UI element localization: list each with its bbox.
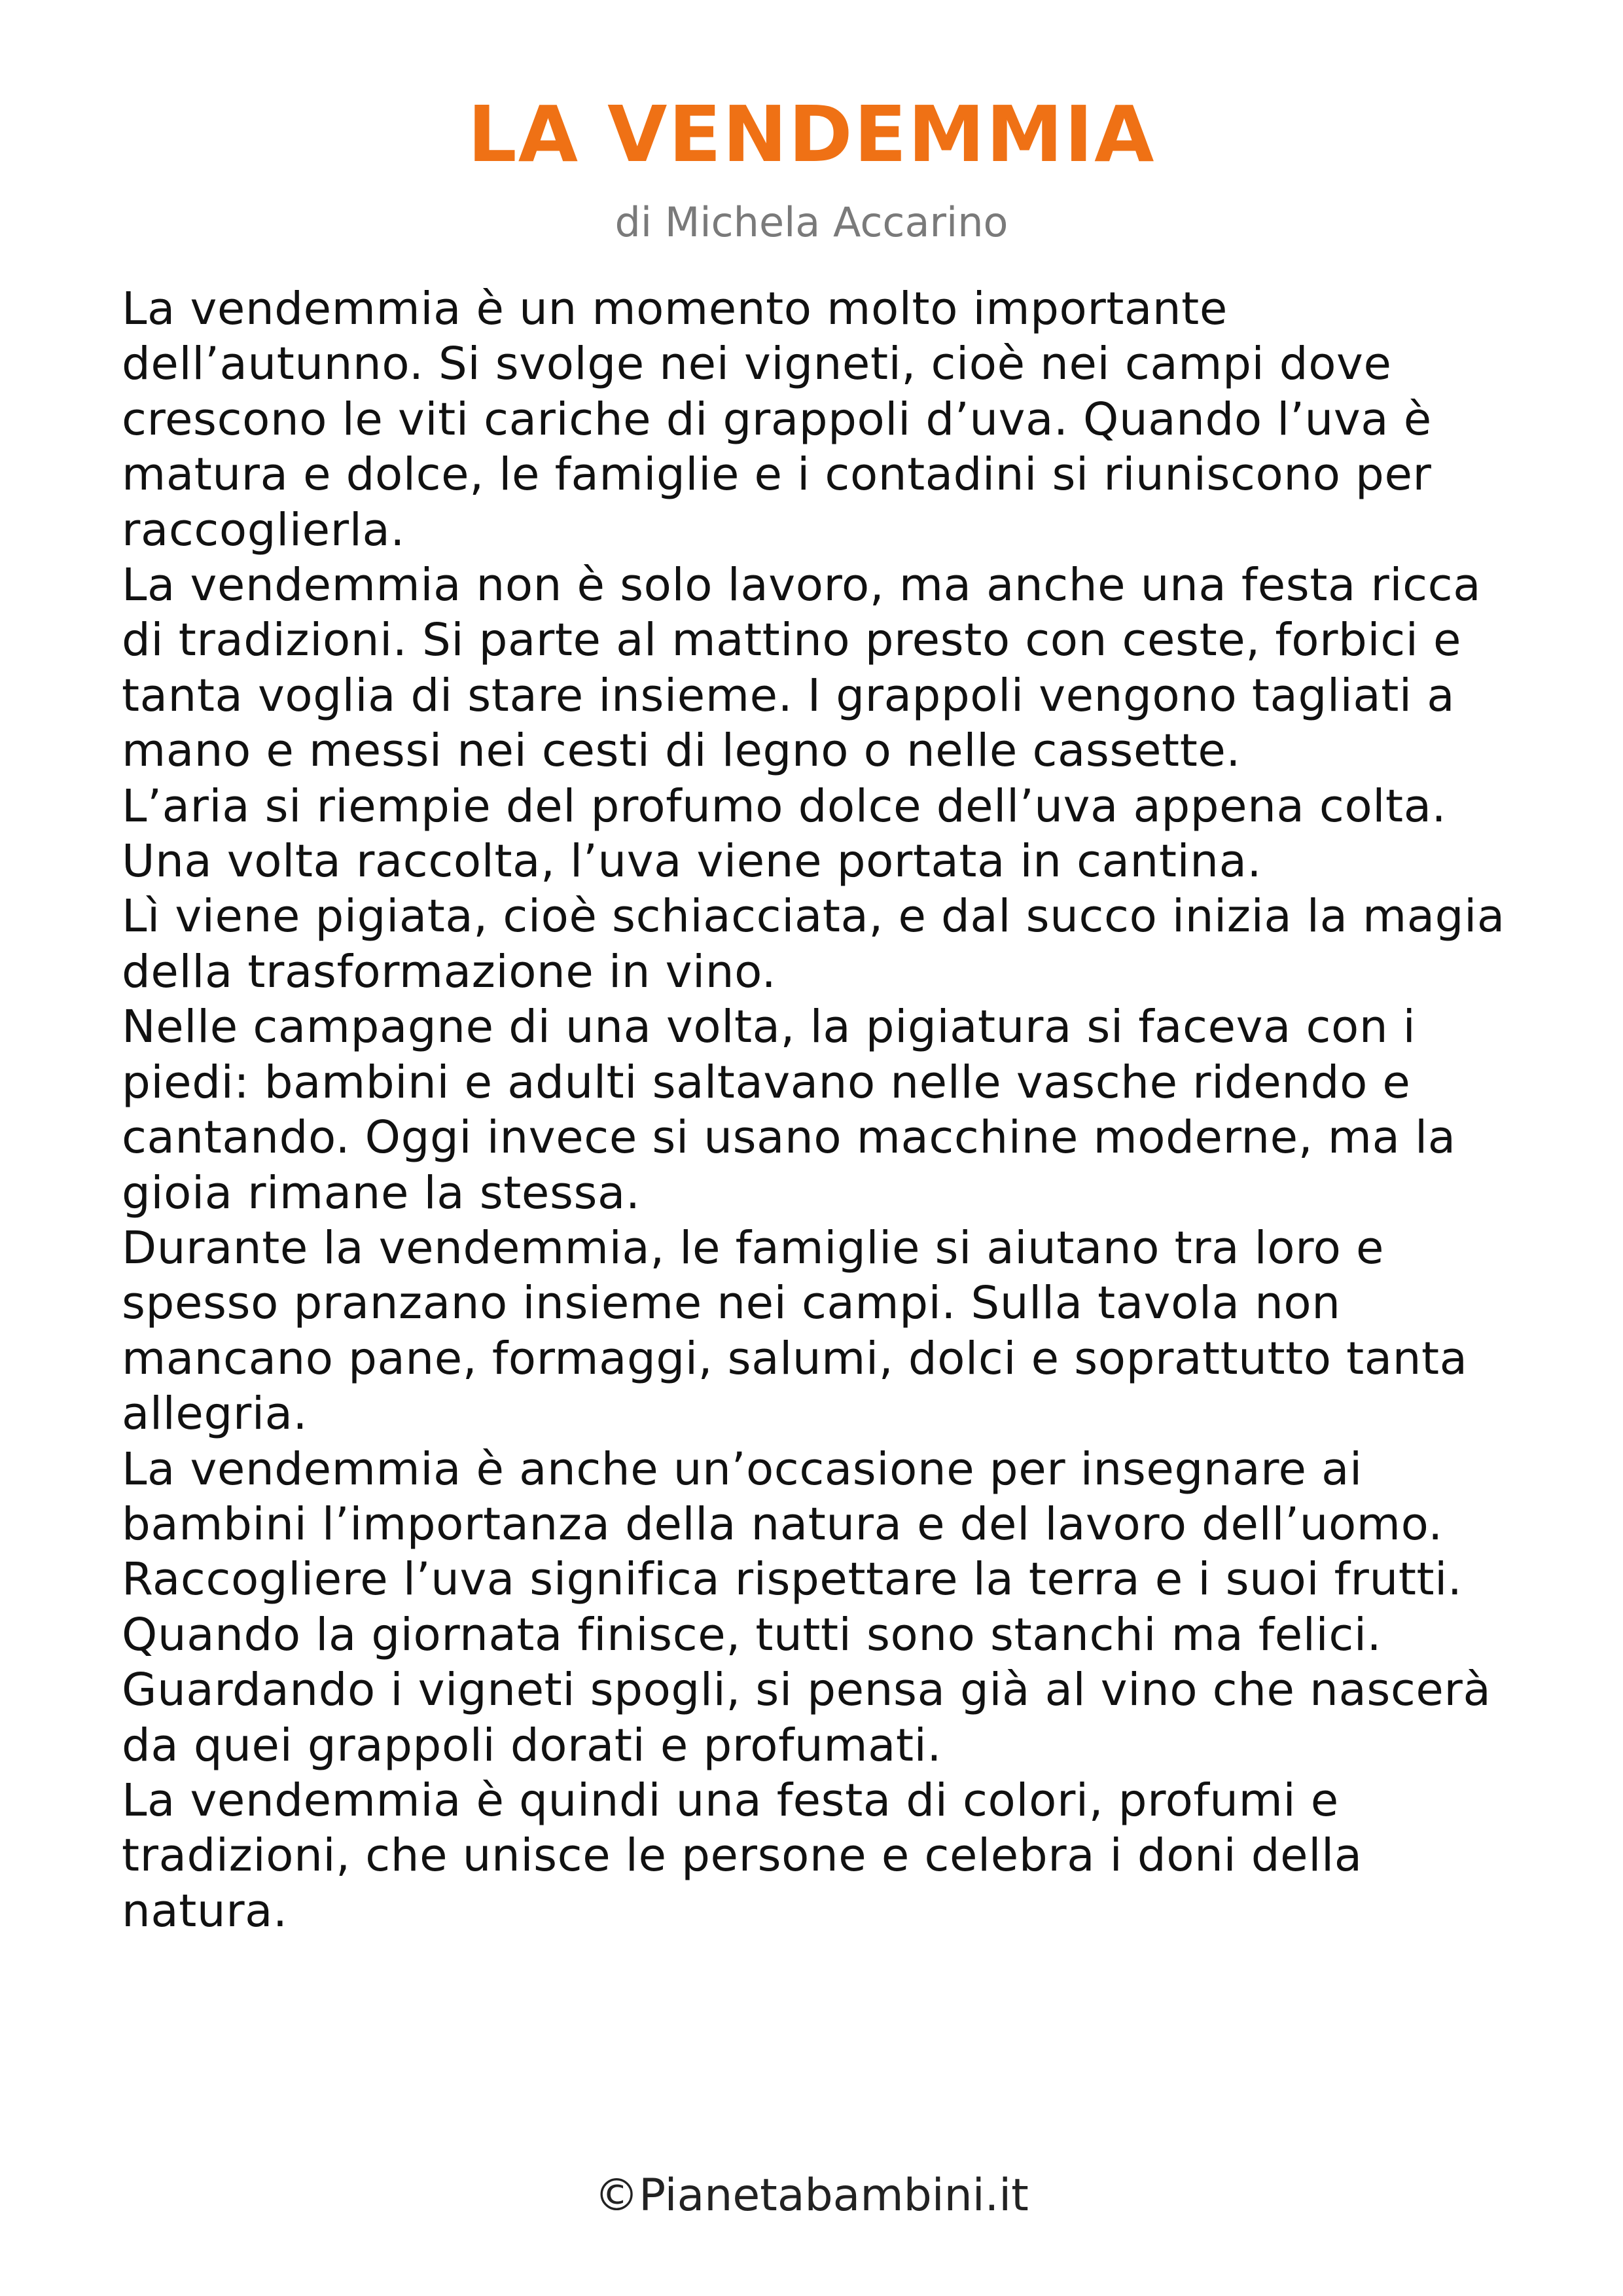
story-line: gioia rimane la stessa. xyxy=(122,1166,641,1219)
story-line: di tradizioni. Si parte al mattino presto con ceste, forbici e xyxy=(122,614,1462,667)
story-line: cantando. Oggi invece si usano macchine moderne, ma la xyxy=(122,1111,1456,1164)
footer-credit: ©Pianetabambini.it xyxy=(594,2170,1029,2221)
story-line: spesso pranzano insieme nei campi. Sulla tavola non xyxy=(122,1277,1341,1330)
story-line: della trasformazione in vino. xyxy=(122,945,777,998)
story-line: La vendemmia è anche un’occasione per insegnare ai xyxy=(122,1443,1363,1496)
page-title: LA VENDEMMIA xyxy=(467,89,1156,179)
story-line: piedi: bambini e adulti saltavano nelle vasche ridendo e xyxy=(122,1056,1411,1109)
story-line: Raccogliere l’uva significa rispettare la terra e i suoi frutti. xyxy=(122,1553,1463,1606)
story-line: natura. xyxy=(122,1884,288,1937)
story-line: da quei grappoli dorati e profumati. xyxy=(122,1719,942,1772)
story-body xyxy=(122,281,1529,1939)
story-line: mancano pane, formaggi, salumi, dolci e soprattutto tanta xyxy=(122,1332,1468,1385)
story-line: raccoglierla. xyxy=(122,503,405,556)
story-line: L’aria si riempie del profumo dolce dell’uva appena colta. xyxy=(122,780,1447,833)
story-line: matura e dolce, le famiglie e i contadini si riuniscono per xyxy=(122,448,1432,501)
story-line: mano e messi nei cesti di legno o nelle cassette. xyxy=(122,725,1241,778)
story-line: tanta voglia di stare insieme. I grappoli vengono tagliati a xyxy=(122,669,1455,722)
story-line: La vendemmia è quindi una festa di colori, profumi e xyxy=(122,1774,1339,1827)
story-line: allegria. xyxy=(122,1388,308,1441)
story-line: Durante la vendemmia, le famiglie si aiutano tra loro e xyxy=(122,1221,1385,1274)
story-line: Nelle campagne di una volta, la pigiatura si faceva con i xyxy=(122,1001,1416,1054)
story-line: Una volta raccolta, l’uva viene portata in cantina. xyxy=(122,835,1262,888)
story-line: crescono le viti cariche di grappoli d’uva. Quando l’uva è xyxy=(122,393,1432,446)
story-line: Guardando i vigneti spogli, si pensa già al vino che nascerà xyxy=(122,1664,1491,1717)
story-line: La vendemmia non è solo lavoro, ma anche una festa ricca xyxy=(122,559,1482,612)
story-line: tradizioni, che unisce le persone e celebra i doni della xyxy=(122,1829,1363,1882)
story-line: Quando la giornata finisce, tutti sono stanchi ma felici. xyxy=(122,1608,1382,1661)
story-line: dell’autunno. Si svolge nei vigneti, cioè nei campi dove xyxy=(122,338,1392,391)
author-byline: di Michela Accarino xyxy=(615,198,1008,246)
story-line: La vendemmia è un momento molto importante xyxy=(122,283,1228,335)
story-line: Lì viene pigiata, cioè schiacciata, e dal succo inizia la magia xyxy=(122,890,1505,943)
story-line: bambini l’importanza della natura e del lavoro dell’uomo. xyxy=(122,1498,1443,1551)
